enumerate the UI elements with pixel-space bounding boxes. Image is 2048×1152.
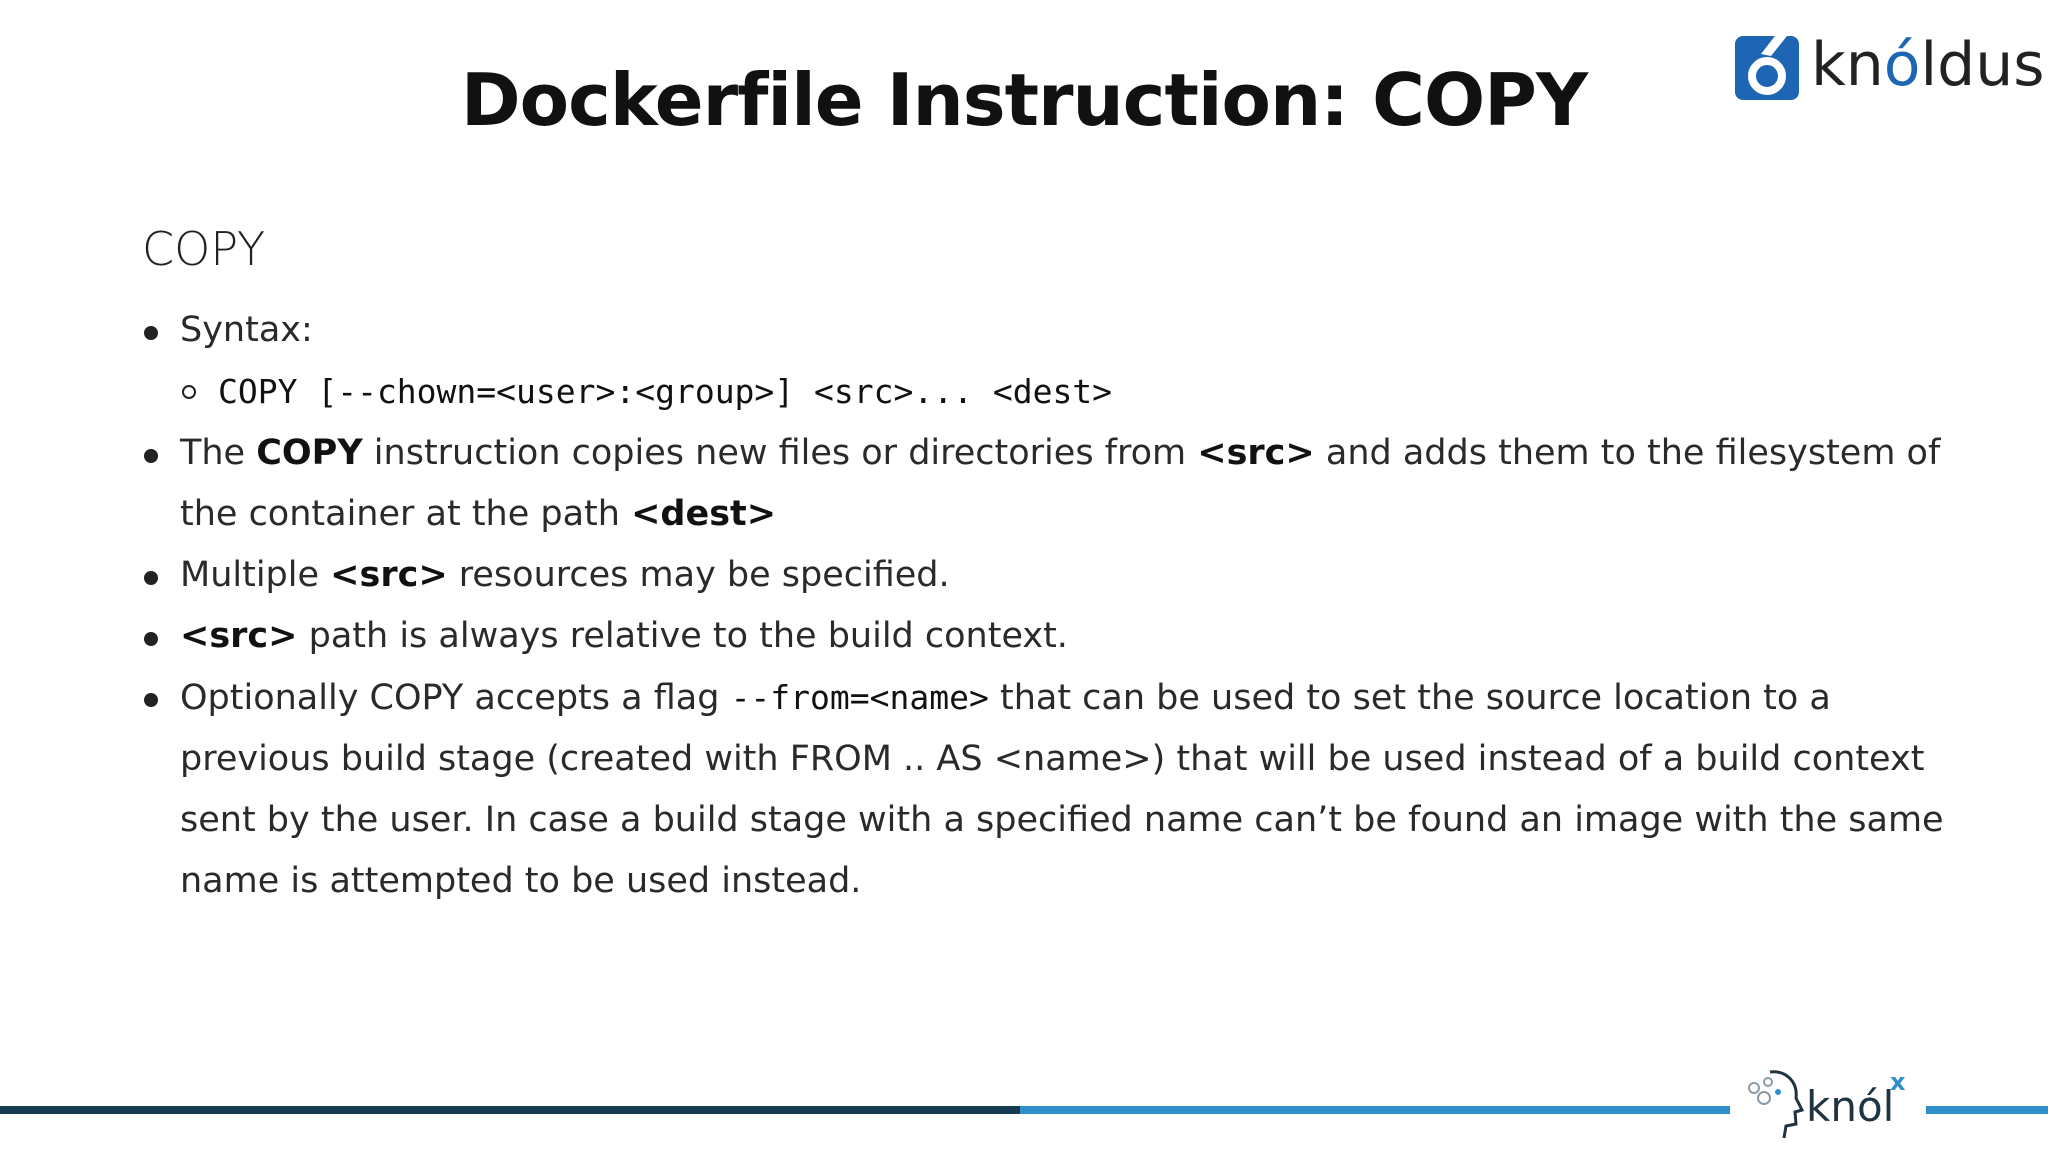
knoldus-wordmark: knóldus [1811,30,2045,100]
bullet-multiple-src: Multiple <src> resources may be specified. [180,545,1970,606]
from-flag-code: --from=<name> [730,678,989,717]
knolx-wordmark: knól [1806,1082,1895,1131]
bullet-from-flag: Optionally COPY accepts a flag --from=<name> that can be used to set the source location to a previous build stage (created with FROM .. AS <name>) that will be used instead of a build context sent by the user. In case a build stage with a specified name can’t be found an image with the same name is attempted to be used instead. [180,667,1970,912]
src-keyword: <src> [180,616,298,656]
copy-keyword: COPY [256,433,363,473]
knolx-superscript: x [1890,1068,1906,1096]
knolx-head-icon [1740,1066,1810,1142]
knolx-logo [1730,1052,1926,1152]
src-keyword: <src> [1197,433,1315,473]
footer-bar-dark [0,1106,1020,1114]
bullet-src-relative: <src> path is always relative to the build context. [180,606,1970,667]
bullet-copy-description: The COPY instruction copies new files or directories from <src> and adds them to the filesystem of the container at the path <dest> [180,423,1970,545]
syntax-label: Syntax: [180,310,313,350]
bullet-syntax [180,300,1970,423]
knoldus-logo [1735,30,2045,104]
syntax-sublist [180,361,1970,423]
section-heading: COPY [142,222,266,276]
dest-keyword: <dest> [631,494,777,534]
knoldus-mark-icon [1735,34,1799,100]
syntax-code: COPY [--chown=<user>:<group>] <src>... <dest> [218,372,1113,411]
src-keyword: <src> [330,555,448,595]
slide-title: Dockerfile Instruction: COPY [460,58,1588,142]
syntax-code-item [180,361,1970,423]
bullet-list [180,300,1970,912]
